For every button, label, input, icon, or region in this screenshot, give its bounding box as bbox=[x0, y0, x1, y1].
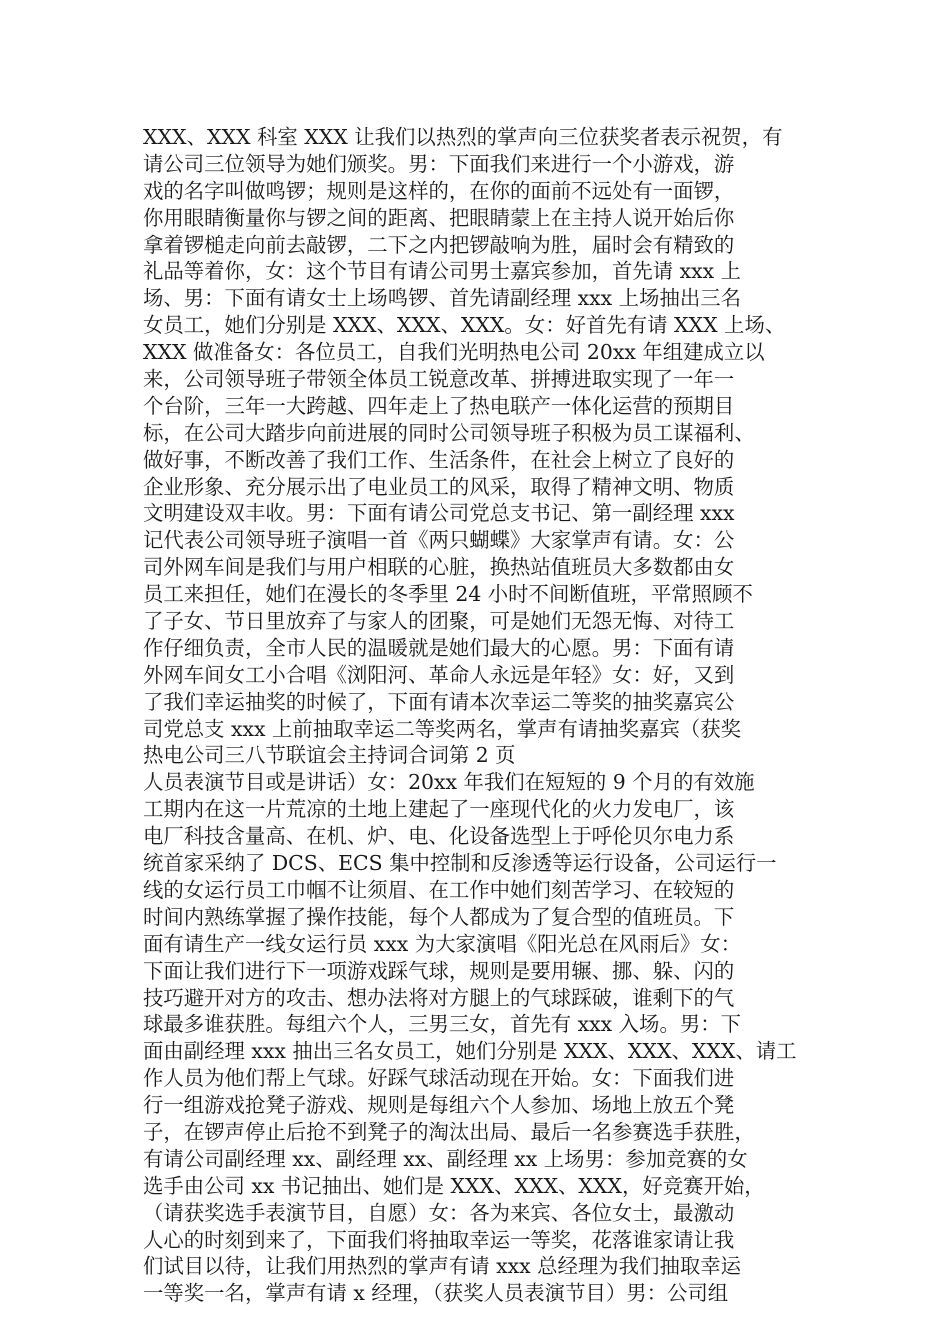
text-line: 场、男：下面有请女士上场鸣锣、首先请副经理 xxx 上场抽出三名 bbox=[143, 286, 742, 311]
text-line: 面有请生产一线女运行员 xxx 为大家演唱《阳光总在风雨后》女： bbox=[143, 931, 742, 956]
text-line: 了子女、节日里放弃了与家人的团聚，可是她们无怨无悔、对待工 bbox=[143, 609, 735, 634]
text-line: 行一组游戏抢凳子游戏、规则是每组六个人参加、场地上放五个凳 bbox=[143, 1093, 735, 1118]
text-line: 统首家采纳了 DCS、ECS 集中控制和反渗透等运行设备，公司运行一 bbox=[143, 851, 777, 876]
text-line: 文明建设双丰收。男：下面有请公司党总支书记、第一副经理 xxx bbox=[143, 501, 735, 526]
text-line: 作人员为他们帮上气球。好踩气球活动现在开始。女：下面我们进 bbox=[143, 1066, 735, 1091]
text-line: 时间内熟练掌握了操作技能，每个人都成为了复合型的值班员。下 bbox=[143, 904, 735, 929]
text-line: 标，在公司大踏步向前进展的同时公司领导班子积极为员工谋福利、 bbox=[143, 420, 755, 445]
text-line: 电厂科技含量高、在机、炉、电、化设备选型上于呼伦贝尔电力系 bbox=[143, 824, 735, 849]
text-line: 记代表公司领导班子演唱一首《两只蝴蝶》大家掌声有请。女：公 bbox=[143, 528, 735, 553]
text-line: 做好事，不断改善了我们工作、生活条件，在社会上树立了良好的 bbox=[143, 447, 735, 472]
text-line: 子，在锣声停止后抢不到凳子的淘汰出局、最后一名参赛选手获胜， bbox=[143, 1119, 755, 1144]
text-line: 拿着锣槌走向前去敲锣，二下之内把锣敲响为胜，届时会有精致的 bbox=[143, 232, 735, 257]
text-line: 人心的时刻到来了，下面我们将抽取幸运一等奖，花落谁家请让我 bbox=[143, 1227, 735, 1252]
page-footer-line: 热电公司三八节联谊会主持词合词第 2 页 bbox=[143, 743, 516, 768]
text-line: 人员表演节目或是讲话）女：20xx 年我们在短短的 9 个月的有效施 bbox=[143, 770, 755, 795]
text-line: 作仔细负责，全市人民的温暖就是她们最大的心愿。男：下面有请 bbox=[143, 635, 735, 660]
text-line: 请公司三位领导为她们颁奖。男：下面我们来进行一个小游戏，游 bbox=[143, 151, 735, 176]
text-line: 线的女运行员工巾帼不让须眉、在工作中她们刻苦学习、在较短的 bbox=[143, 877, 735, 902]
text-line: 礼品等着你，女：这个节目有请公司男士嘉宾参加，首先请 xxx 上 bbox=[143, 259, 742, 284]
text-line: 选手由公司 xx 书记抽出、她们是 XXX、XXX、XXX，好竞赛开始， bbox=[143, 1173, 765, 1198]
text-line: 戏的名字叫做鸣锣；规则是这样的，在你的面前不远处有一面锣， bbox=[143, 178, 735, 203]
text-line: 司外网车间是我们与用户相联的心脏，换热站值班员大多数都由女 bbox=[143, 555, 735, 580]
text-line: 一等奖一名，掌声有请 x 经理，（获奖人员表演节目）男：公司组 bbox=[143, 1281, 729, 1306]
text-line: 们试目以待，让我们用热烈的掌声有请 xxx 总经理为我们抽取幸运 bbox=[143, 1254, 742, 1279]
text-line: 女员工，她们分别是 XXX、XXX、XXX。女：好首先有请 XXX 上场、 bbox=[143, 313, 786, 338]
text-line: 员工来担任，她们在漫长的冬季里 24 小时不间断值班，平常照顾不 bbox=[143, 582, 753, 607]
text-line: XXX 做准备女：各位员工，自我们光明热电公司 20xx 年组建成立以 bbox=[143, 340, 765, 365]
text-line: 技巧避开对方的攻击、想办法将对方腿上的气球踩破，谁剩下的气 bbox=[143, 985, 735, 1010]
text-line: 企业形象、充分展示出了电业员工的风采，取得了精神文明、物质 bbox=[143, 474, 735, 499]
text-line: 工期内在这一片荒凉的土地上建起了一座现代化的火力发电厂，该 bbox=[143, 797, 735, 822]
text-line: 有请公司副经理 xx、副经理 xx、副经理 xx 上场男：参加竞赛的女 bbox=[143, 1146, 748, 1171]
text-line: 司党总支 xxx 上前抽取幸运二等奖两名，掌声有请抽奖嘉宾（获奖 bbox=[143, 716, 742, 741]
text-line: 面由副经理 xxx 抽出三名女员工，她们分别是 XXX、XXX、XXX、请工 bbox=[143, 1039, 797, 1064]
text-line: 来，公司领导班子带领全体员工锐意改革、拼搏进取实现了一年一 bbox=[143, 367, 735, 392]
text-line: XXX、XXX 科室 XXX 让我们以热烈的掌声向三位获奖者表示祝贺，有 bbox=[143, 125, 783, 149]
text-line: 你用眼睛衡量你与锣之间的距离、把眼睛蒙上在主持人说开始后你 bbox=[143, 205, 735, 230]
text-line: 了我们幸运抽奖的时候了，下面有请本次幸运二等奖的抽奖嘉宾公 bbox=[143, 689, 735, 714]
text-line: （请获奖选手表演节目，自愿）女：各为来宾、各位女士，最激动 bbox=[143, 1200, 735, 1225]
text-line: 外网车间女工小合唱《浏阳河、革命人永远是年轻》女：好，又到 bbox=[143, 662, 735, 687]
body-text bbox=[143, 124, 803, 1307]
text-line: 球最多谁获胜。每组六个人，三男三女，首先有 xxx 入场。男：下 bbox=[143, 1012, 742, 1037]
text-line: 个台阶，三年一大跨越、四年走上了热电联产一体化运营的预期目 bbox=[143, 393, 735, 418]
text-line: 下面让我们进行下一项游戏踩气球，规则是要用辗、挪、躲、闪的 bbox=[143, 958, 735, 983]
